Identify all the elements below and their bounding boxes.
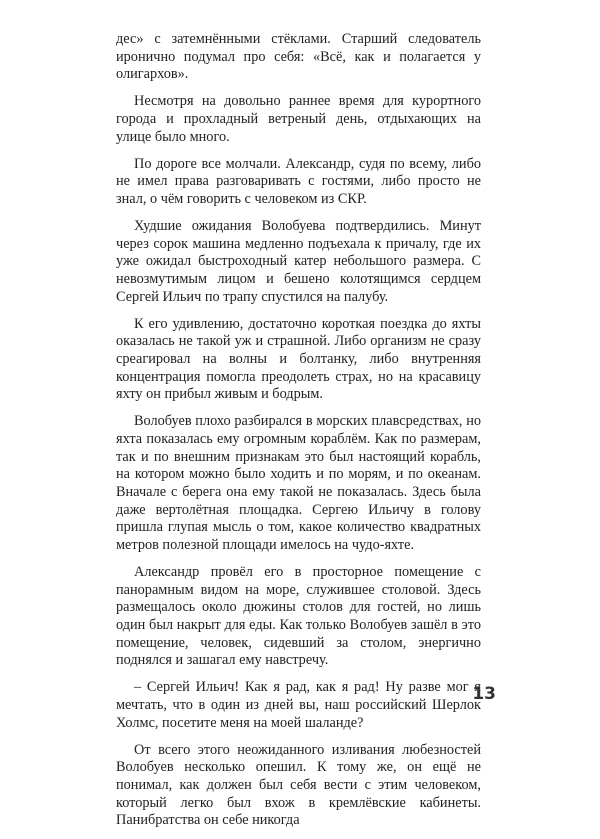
page-text [116, 31, 481, 839]
paragraph: От всего этого неожиданного изливания любезностей Волобуев несколько опешил. К тому же, он ещё не понимал, как должен был себя вести с этим человеком, который легко был вхож в кремлёвские кабинеты. Панибратства он себе никогда [116, 741, 481, 829]
paragraph: дес» с затемнёнными стёклами. Старший следователь иронично подумал про себя: «Всё, как и полагается у олигархов». [116, 31, 481, 83]
paragraph: – Сергей Ильич! Как я рад, как я рад! Ну разве мог я мечтать, что в один из дней вы, наш российский Шерлок Холмс, посетите меня на моей шаланде? [116, 679, 481, 731]
paragraph: К его удивлению, достаточно короткая поездка до яхты оказалась не такой уж и страшной. Либо организм не сразу среагировал на волны и болтанку, либо внутренняя концентрация помогла преодолеть страх, но на красавицу яхту он прибыл живым и бодрым. [116, 315, 481, 403]
paragraph: Несмотря на довольно раннее время для курортного города и прохладный ветреный день, отдыхающих на улице было много. [116, 93, 481, 145]
paragraph: Волобуев плохо разбирался в морских плавсредствах, но яхта показалась ему огромным кораблём. Как по размерам, так и по внешним признакам это был настоящий корабль, на котором можно было ходить и по морям, и по океанам. Вначале с берега она ему такой не показалась. Здесь была даже вертолётная площадка. Сергею Ильичу в голову пришла глупая мысль о том, какое количество квадратных метров полезной площади имелось на чудо-яхте. [116, 413, 481, 554]
page-number: 13 [472, 684, 496, 704]
paragraph: По дороге все молчали. Александр, судя по всему, либо не имел права разговаривать с гостями, либо просто не знал, о чём говорить с человеком из СКР. [116, 155, 481, 208]
paragraph: Худшие ожидания Волобуева подтвердились. Минут через сорок машина медленно подъехала к причалу, где их уже ожидал быстроходный катер небольшого размера. С невозмутимым лицом и бешено колотящимся сердцем Сергей Ильич по трапу спустился на палубу. [116, 218, 481, 305]
paragraph: Александр провёл его в просторное помещение с панорамным видом на море, служившее столовой. Здесь размещалось около дюжины столов для гостей, но лишь один был накрыт для еды. Как только Волобуев зашёл в это помещение, человек, сидевший за столом, энергично поднялся и зашагал ему навстречу. [116, 564, 481, 669]
